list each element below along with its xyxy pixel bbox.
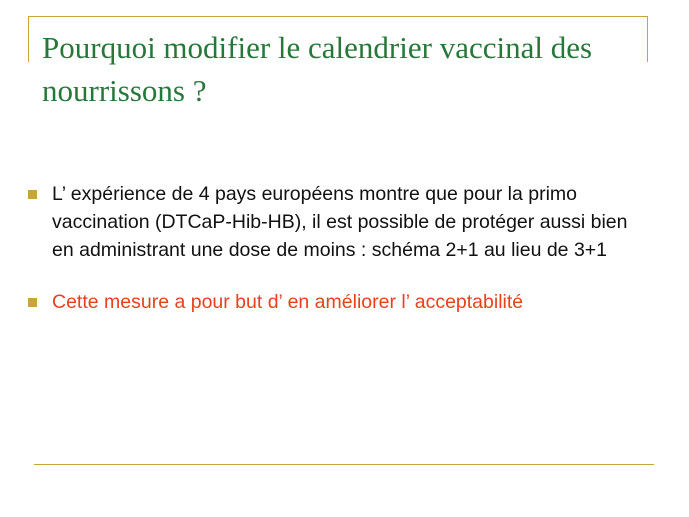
bullet-item-1 bbox=[26, 180, 646, 264]
left-divider bbox=[28, 16, 29, 62]
bullet-text-2: Cette mesure a pour but d’ en améliorer l’ acceptabilité bbox=[52, 291, 524, 313]
bottom-divider bbox=[34, 464, 654, 465]
bullet-item-2 bbox=[26, 288, 646, 316]
bullet-text-1: L’ expérience de 4 pays européens montre que pour la primo vaccination (DTCaP-Hib-HB), il est possible de protéger aussi bien en administrant une dose de moins : schéma 2+1 au lieu de 3+1 bbox=[52, 183, 628, 261]
bullet-list bbox=[26, 180, 646, 316]
square-bullet-icon bbox=[28, 190, 37, 199]
square-bullet-icon bbox=[28, 298, 37, 307]
slide-title: Pourquoi modifier le calendrier vaccinal des nourrissons ? bbox=[42, 30, 593, 108]
top-divider bbox=[28, 16, 648, 17]
